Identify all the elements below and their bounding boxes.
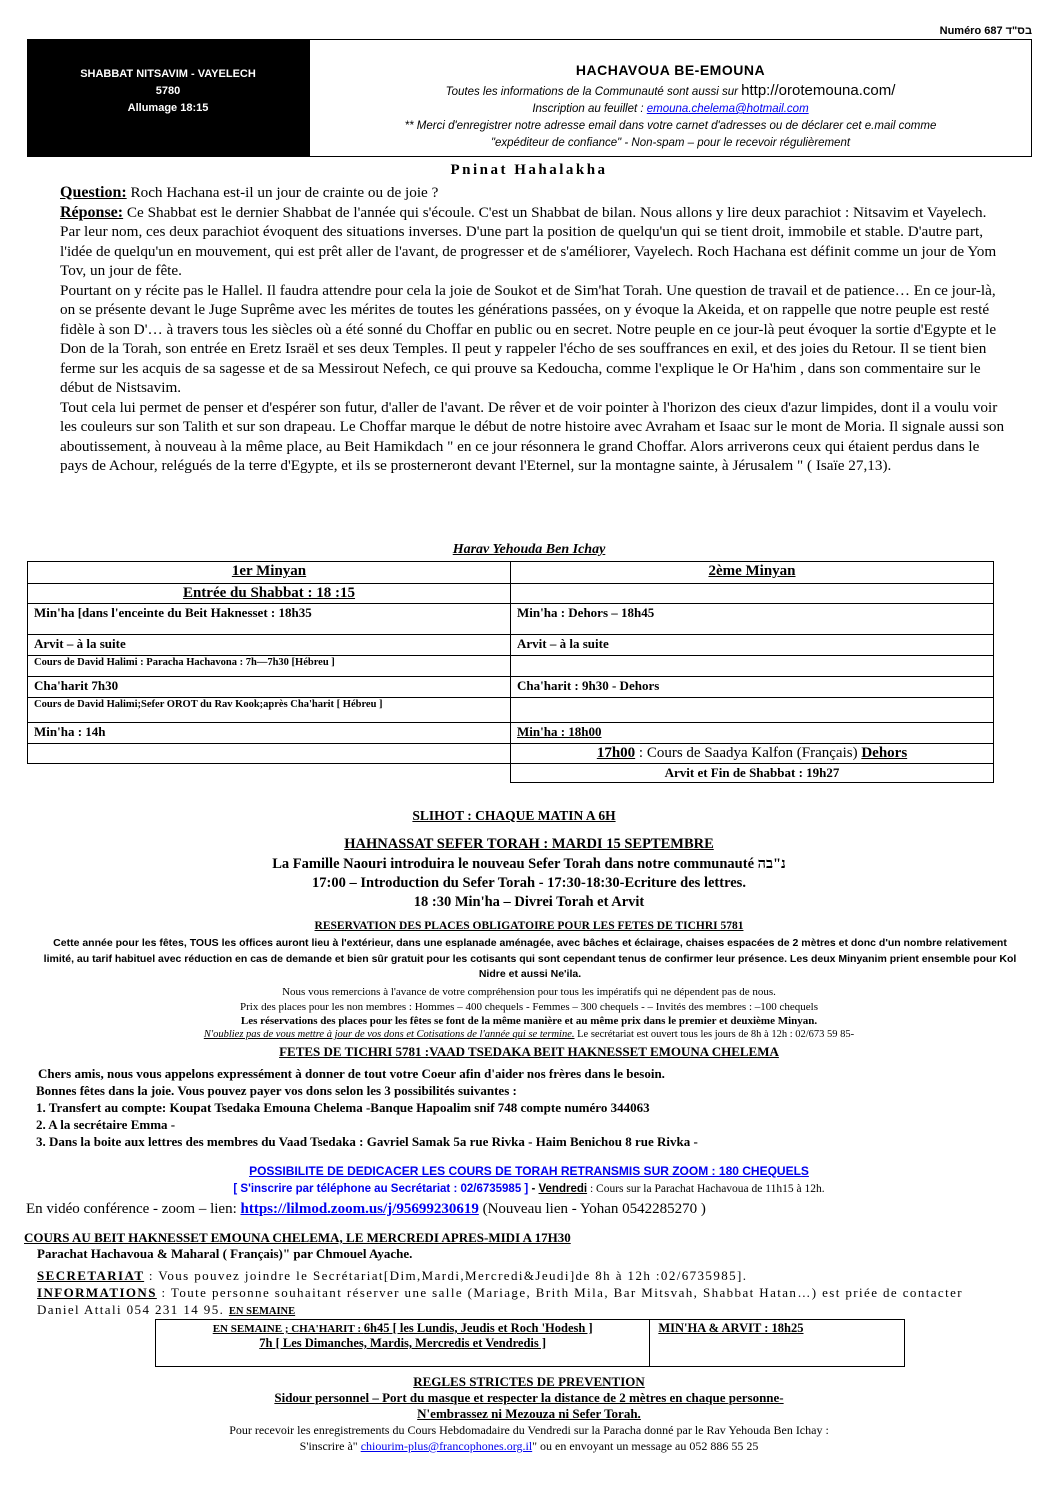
- reservation-oubliez-line: N'oubliez pas de vous mettre à jour de vos dons et Cotisations de l'année qui se termine. Le secrétariat est ouvert tous les jours de 8h à 12h : 02/673 59 85-: [203, 1029, 855, 1040]
- hebrew-year: 5780: [155, 85, 181, 97]
- candle-lighting: Allumage 18:15: [127, 102, 209, 114]
- secretariat-line: SECRETARIAT : Vous pouvez joindre le Secrétariat[Dim,Mardi,Mercredi&Jeudi]de 8h à 12h :02/6735985].: [37, 1268, 748, 1283]
- cell: Cha'harit : 9h30 - Dehors: [511, 677, 994, 698]
- cell: Cha'harit 7h30: [28, 677, 511, 698]
- dons-section: [36, 1065, 698, 1150]
- website-link[interactable]: http://orotemouna.com/: [741, 82, 896, 99]
- reservation-title: RESERVATION DES PLACES OBLIGATOIRE POUR LES FETES DE TICHRI 5781: [314, 920, 744, 932]
- cours-text: Parachat Hachavoua & Maharal ( Français)" par Chmouel Ayache.: [37, 1246, 413, 1261]
- zoom-link[interactable]: https://lilmod.zoom.us/j/95699230619: [240, 1201, 479, 1217]
- hahnassat-title: HAHNASSAT SEFER TORAH : MARDI 15 SEPTEMBRE: [344, 836, 714, 852]
- dons-line1: Chers amis, nous vous appelons expressément à donner de tout votre Coeur afin d'aider nos frères dans le besoin.: [38, 1066, 665, 1081]
- fetes-title: FETES DE TICHRI 5781 :VAAD TSEDAKA BEIT HAKNESSET EMOUNA CHELEMA: [279, 1044, 779, 1059]
- minyan-schedule-table: [27, 561, 994, 783]
- answer-paragraph-2: Pourtant on y récite pas le Hallel. Il faudra attendre pour cela la joie de Soukot et de Sim'hat Torah. Une question de travail et de patience… En ce jour-là, on se présente devant le Juge Suprême avec les mérites de toutes les générations passées, on y évoque la Akeida, et on rappelle que notre peuple est resté fidèle à son D'… à travers tous les siècles où a été sonné du Choffar en public ou en secret. Notre peuple en ce jour-là peut évoquer la sortie d'Egypte et le Don de la Torah, son entrée en Eretz Israël et ses deux Temples. Il peut y rappeler l'écho de ses souffrances en exil, et des joies du Retour. Il se tient bien ferme sur les acquis de sa sagesse et de sa Messirout Nefech, ce qui prouve sa Kedoucha, comme l'explique le Or Ha'him , dans son commentaire sur le début de Nistsavim.: [60, 281, 997, 396]
- chiourim-email-link[interactable]: chiourim-plus@francophones.org.il: [360, 1439, 533, 1453]
- weekday-schedule-table: [155, 1319, 905, 1367]
- table-row: [28, 744, 994, 764]
- recordings-line2: S'inscrire à" chiourim-plus@francophones.org.il" ou en envoyant un message au 052 886 55 25: [299, 1439, 759, 1453]
- question-label: Question:: [60, 184, 127, 201]
- cell: Min'ha [dans l'enceinte du Beit Haknesset : 18h35: [28, 604, 511, 635]
- cours-saadya: 17h00 : Cours de Saadya Kalfon (Français) Dehors: [511, 744, 994, 764]
- dons-option-3: 3. Dans la boite aux lettres des membres du Vaad Tsedaka : Gavriel Samak 5a rue Rivka - Haim Benichou 8 rue Rivka -: [36, 1134, 698, 1149]
- article-author: Harav Yehouda Ben Ichay: [452, 542, 606, 557]
- newsletter-title: HACHAVOUA BE-EMOUNA: [575, 62, 766, 78]
- zoom-title: POSSIBILITE DE DEDICACER LES COURS DE TORAH RETRANSMIS SUR ZOOM : 180 CHEQUELS: [249, 1164, 809, 1178]
- reservation-text: Cette année pour les fêtes, TOUS les offices auront lieu à l'extérieur, dans une esplanade aménagée, avec bâches et éclairage, chaises espacées de 2 mètres et donc d'un nombre relativement limité, au tarif habituel avec réduction en cas de demande et bien sûr gratuit pour les cotisants qui sont cependant tenus de confirmer leur présence. Les deux Minyanim prient ensemble pour Kol Nidre et aussi Ne'ila.: [43, 937, 1017, 980]
- parasha-name: SHABBAT NITSAVIM - VAYELECH: [80, 68, 256, 80]
- informations-line: INFORMATIONS : Toute personne souhaitant réserver une salle (Mariage, Brith Mila, Bar Mitsvah, Shabbat Hatan…) est priée de contacter Daniel Attali 054 231 14 95. EN SEMAINE: [37, 1285, 963, 1317]
- question: Question: Roch Hachana est-il un jour de crainte ou de joie ?: [60, 184, 439, 201]
- dons-line2: Bonnes fêtes dans la joie. Vous pouvez payer vos dons selon les 3 possibilités suivantes :: [36, 1083, 517, 1098]
- empty-cell: [28, 764, 511, 783]
- col-header-1: 1er Minyan: [28, 562, 511, 584]
- regles-line2: N'embrassez ni Mezouza ni Sefer Torah.: [417, 1406, 641, 1421]
- issue-number: Numéro 687 בס"ד: [939, 25, 1032, 37]
- hahnassat-line3: 18 :30 Min'ha – Divrei Torah et Arvit: [413, 894, 645, 910]
- weekday-shacharit: EN SEMAINE ; CHA'HARIT : 6h45 [ les Lundis, Jeudis et Roch 'Hodesh ] 7h [ Les Dimanches, Mardis, Mercredis et Vendredis ]: [156, 1320, 650, 1367]
- hahnassat-line1: La Famille Naouri introduira le nouveau Sefer Torah dans notre communauté נ"בה: [272, 856, 786, 872]
- table-row: [28, 698, 994, 723]
- dons-option-2: 2. A la secrétaire Emma -: [36, 1117, 176, 1132]
- email-link[interactable]: emouna.chelema@hotmail.com: [646, 103, 809, 115]
- zoom-video-line: En vidéo conférence - zoom – lien: https://lilmod.zoom.us/j/95699230619 (Nouveau lien - Yohan 0542285270 ): [26, 1201, 706, 1217]
- weekday-minha: MIN'HA & ARVIT : 18h25: [650, 1320, 905, 1367]
- reservation-same: Les réservations des places pour les fêtes se font de la même manière et au même prix dans le premier et deuxième Minyan.: [240, 1015, 818, 1027]
- answer-paragraph-3: Tout cela lui permet de penser et d'espérer son futur, d'aller de l'avant. De rêver et de voir pointer à l'horizon des cieux d'azur limpides, dont il a voulu voir les couleurs sur son Talith et sur son drapeau. Le Choffar marque le début de notre histoire avec Avraham et Isaac sur le mont de Moria. Il signale aussi son aboutissement, à nouveau à la même place, au Beit Hamikdach " en ce jour résonnera le grand Choffar. Alors arriverons ceux qui étaient perdus dans le pays de Achour, relégués de la terre d'Egypte, et ils se prosterneront devant l'Eternel, sur la montagne sainte, à Jérusalem " ( Isaïe 27,13).: [60, 398, 1005, 474]
- inscription-line: Inscription au feuillet : emouna.chelema@hotmail.com: [532, 103, 809, 115]
- cell: [511, 656, 994, 677]
- regles-line1: Sidour personnel – Port du masque et respecter la distance de 2 mètres en chaque personne-: [274, 1390, 784, 1405]
- table-row: [156, 1320, 905, 1367]
- cell: Arvit – à la suite: [28, 635, 511, 656]
- table-row: [28, 656, 994, 677]
- col-header-2: 2ème Minyan: [511, 562, 994, 584]
- regles-title: REGLES STRICTES DE PREVENTION: [413, 1374, 645, 1389]
- table-row: [28, 723, 994, 744]
- secretariat-section: [37, 1267, 997, 1320]
- cell: Arvit – à la suite: [511, 635, 994, 656]
- empty-cell: [511, 584, 994, 604]
- spam-note-2: "expéditeur de confiance" - Non-spam – pour le recevoir régulièrement: [490, 137, 851, 149]
- cell: Cours de David Halimi;Sefer OROT du Rav Kook;après Cha'harit [ Hébreu ]: [28, 698, 511, 723]
- newsletter-header: [309, 39, 1032, 157]
- table-row: [28, 677, 994, 698]
- recordings-line1: Pour recevoir les enregistrements du Cours Hebdomadaire du Vendredi sur la Paracha donné par le Rav Yehouda Ben Ichay :: [229, 1423, 829, 1437]
- empty-cell: [28, 744, 511, 764]
- reservation-thanks: Nous vous remercions à l'avance de votre compréhension pour tous les impératifs qui ne dépendent pas de nous.: [282, 986, 776, 998]
- answer-label: Réponse:: [60, 203, 124, 221]
- cell: Min'ha : 14h: [28, 723, 511, 744]
- zoom-inscrire-line: [ S'inscrire par téléphone au Secrétariat : 02/6735985 ] - Vendredi : Cours sur la Parachat Hachavoua de 11h15 à 12h.: [233, 1183, 825, 1195]
- cell: Min'ha : 18h00: [511, 723, 994, 744]
- fin-shabbat: Arvit et Fin de Shabbat : 19h27: [511, 764, 994, 783]
- entree-shabbat: Entrée du Shabbat : 18 :15: [28, 584, 511, 604]
- table-row: [28, 584, 994, 604]
- table-row: [28, 562, 994, 584]
- cell: Cours de David Halimi : Paracha Hachavona : 7h—7h30 [Hébreu ]: [28, 656, 511, 677]
- cours-title: COURS AU BEIT HAKNESSET EMOUNA CHELEMA, LE MERCREDI APRES-MIDI A 17H30: [24, 1230, 571, 1245]
- info-line: Toutes les informations de la Communauté sont aussi sur http://orotemouna.com/: [445, 82, 896, 99]
- shabbat-info-box: [27, 39, 309, 157]
- reservation-prices: Prix des places pour les non membres : Hommes – 400 chequels - Femmes – 300 chequels - – Invités des membres : –100 chequels: [240, 1001, 818, 1013]
- cell: [511, 698, 994, 723]
- halakha-article: [60, 183, 1010, 476]
- table-row: [28, 764, 994, 783]
- hahnassat-line2: 17:00 – Introduction du Sefer Torah - 17:30-18:30-Ecriture des lettres.: [312, 875, 746, 891]
- answer-paragraph-1: Réponse: Ce Shabbat est le dernier Shabbat de l'année qui s'écoule. C'est un Shabbat de bilan. Nous allons y lire deux parachiot : Nitsavim et Vayelech. Par leur nom, ces deux parachiot évoquent des situations inverses. D'une part la position de quelqu'un qui se tient droit, immobile et stable. D'autre part, l'idée de quelqu'un en mouvement, qui est prêt aller de l'avant, de progresser et de s'améliorer, Vayelech. Roch Hachana est définit comme un jour de Yom Tov, un jour de fête.: [60, 203, 997, 279]
- section-title-halakha: Pninat Hahalakha: [450, 162, 608, 178]
- spam-note-1: ** Merci d'enregistrer notre adresse email dans votre carnet d'adresses ou de déclarer cet e.mail comme: [404, 120, 937, 132]
- cell: Min'ha : Dehors – 18h45: [511, 604, 994, 635]
- slihot-line: SLIHOT : CHAQUE MATIN A 6H: [412, 808, 616, 823]
- dons-option-1: 1. Transfert au compte: Koupat Tsedaka Emouna Chelema -Banque Hapoalim snif 748 compte numéro 344063: [36, 1100, 650, 1115]
- table-row: [28, 635, 994, 656]
- table-row: [28, 604, 994, 635]
